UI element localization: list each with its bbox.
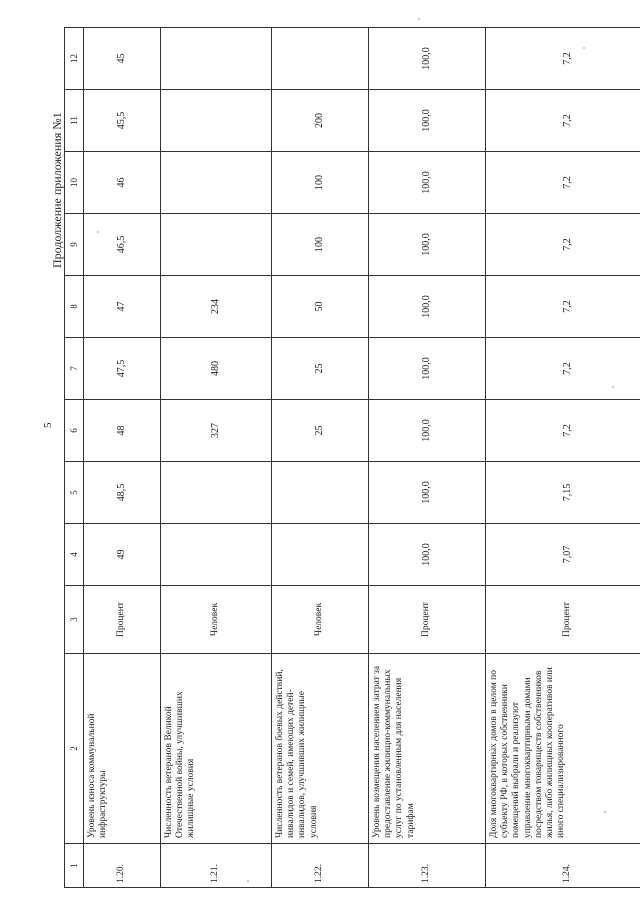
value-cell: 7,2 [486, 338, 640, 400]
value-cell: 45 [84, 28, 161, 90]
value-cell [161, 28, 272, 90]
value-cell: 47 [84, 276, 161, 338]
value-cell: 100 [272, 214, 369, 276]
value-cell [161, 524, 272, 586]
column-header: 12 [65, 28, 84, 90]
column-header: 4 [65, 524, 84, 586]
value-cell: 7,2 [486, 214, 640, 276]
scan-speck [418, 18, 420, 20]
value-cell: 7,2 [486, 28, 640, 90]
value-cell: 100,0 [369, 524, 486, 586]
value-cell [272, 524, 369, 586]
column-header: 6 [65, 400, 84, 462]
table-row [369, 28, 486, 888]
scan-speck [97, 231, 99, 233]
row-number: 1.20. [84, 844, 161, 888]
value-cell: 100,0 [369, 214, 486, 276]
scan-speck [583, 47, 585, 49]
page-number: 5 [42, 422, 54, 428]
table-row [84, 28, 161, 888]
column-header: 11 [65, 90, 84, 152]
value-cell: 100 [272, 152, 369, 214]
row-number: 1.22. [272, 844, 369, 888]
value-cell: 100,0 [369, 276, 486, 338]
value-cell [272, 462, 369, 524]
value-cell: 100,0 [369, 152, 486, 214]
column-header: 3 [65, 586, 84, 654]
indicator-name: Численность ветеранов боевых действий, инвалидов и семей, имеющих детей-инвалидов, улучшивших жилищные условия [272, 654, 369, 844]
value-cell [161, 90, 272, 152]
indicator-name: Численность ветеранов Великой Отечественной войны, улучшивших жилищные условия [161, 654, 272, 844]
indicator-name: Доля многоквартирных домов в целом по субъекту РФ, в которых собственники помещений выбрали и реализуют управление многоквартирными домами посредством товариществ собственников жилья, либо жилищных кооперативов или иного специализированного [486, 654, 640, 844]
unit-cell: Процент [369, 586, 486, 654]
table-row [161, 28, 272, 888]
column-header: 8 [65, 276, 84, 338]
continuation-note: Продолжение приложения №1 [50, 112, 64, 268]
value-cell [161, 214, 272, 276]
value-cell: 49 [84, 524, 161, 586]
value-cell: 100,0 [369, 400, 486, 462]
value-cell: 50 [272, 276, 369, 338]
value-cell: 46 [84, 152, 161, 214]
value-cell: 234 [161, 276, 272, 338]
value-cell: 100,0 [369, 338, 486, 400]
indicator-name: Уровень возмещения населением затрат за предоставление жилищно-коммунальных услуг по установленным для населения тарифам [369, 654, 486, 844]
value-cell: 200 [272, 90, 369, 152]
unit-cell: Человек [161, 586, 272, 654]
value-cell: 7,07 [486, 524, 640, 586]
indicator-name: Уровень износа коммунальной инфраструктуры [84, 654, 161, 844]
table-row [272, 28, 369, 888]
value-cell: 7,15 [486, 462, 640, 524]
row-number: 1.21. [161, 844, 272, 888]
value-cell: 46,5 [84, 214, 161, 276]
value-cell: 327 [161, 400, 272, 462]
column-header: 5 [65, 462, 84, 524]
row-number: 1.24. [486, 844, 640, 888]
column-header: 2 [65, 654, 84, 844]
value-cell: 7,2 [486, 276, 640, 338]
column-header: 7 [65, 338, 84, 400]
value-cell [161, 152, 272, 214]
indicators-table [64, 27, 640, 888]
rotated-table-wrapper [64, 28, 624, 888]
scan-speck [247, 880, 249, 882]
unit-cell: Процент [84, 586, 161, 654]
row-number: 1.23. [369, 844, 486, 888]
unit-cell: Человек [272, 586, 369, 654]
value-cell: 25 [272, 338, 369, 400]
value-cell: 7,2 [486, 90, 640, 152]
value-cell: 45,5 [84, 90, 161, 152]
value-cell: 48,5 [84, 462, 161, 524]
value-cell: 100,0 [369, 462, 486, 524]
value-cell: 7,2 [486, 152, 640, 214]
value-cell: 7,2 [486, 400, 640, 462]
column-header: 1 [65, 844, 84, 888]
value-cell [272, 28, 369, 90]
value-cell: 48 [84, 400, 161, 462]
value-cell: 25 [272, 400, 369, 462]
value-cell: 47,5 [84, 338, 161, 400]
scan-speck [604, 811, 606, 813]
value-cell [161, 462, 272, 524]
table-row [486, 28, 640, 888]
column-header: 9 [65, 214, 84, 276]
value-cell: 100,0 [369, 28, 486, 90]
unit-cell: Процент [486, 586, 640, 654]
column-header: 10 [65, 152, 84, 214]
value-cell: 100,0 [369, 90, 486, 152]
scan-speck [612, 386, 614, 388]
value-cell: 480 [161, 338, 272, 400]
header-row [65, 28, 84, 888]
